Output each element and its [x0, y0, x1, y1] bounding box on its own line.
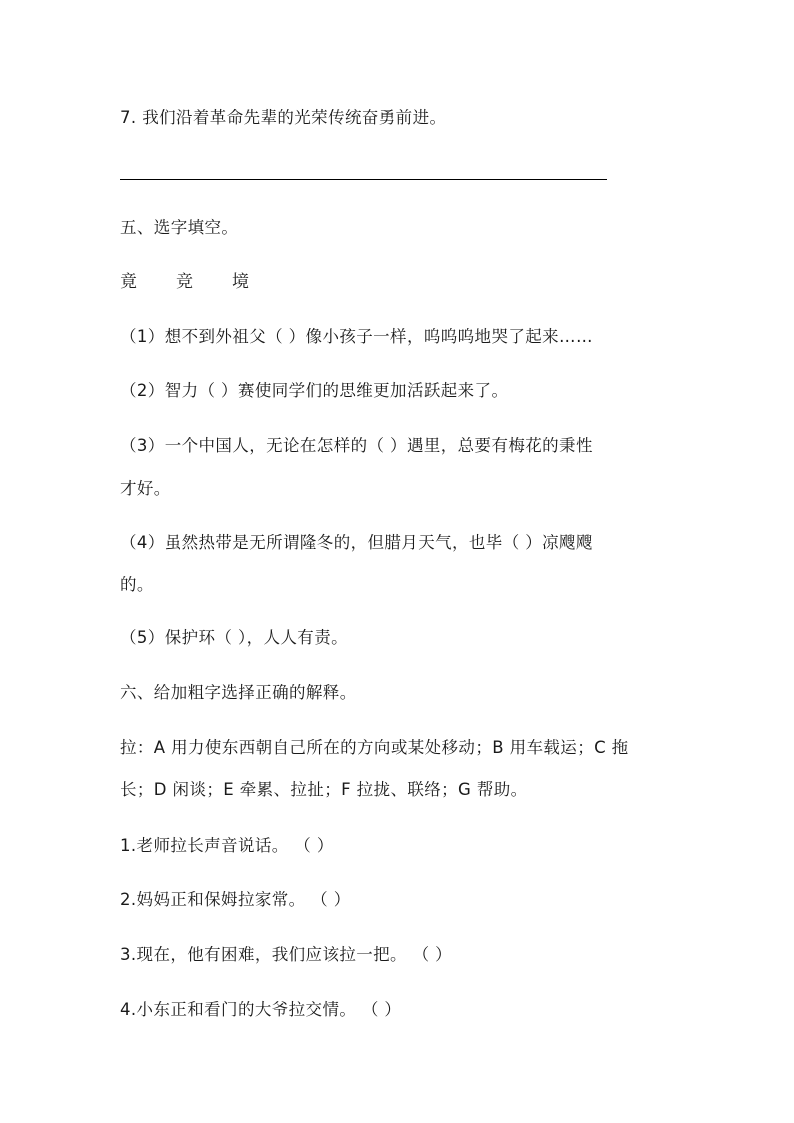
- fill-item-2: （2）智力（ ）赛使同学们的思维更加活跃起来了。: [120, 381, 509, 400]
- answer-blank-line: [120, 179, 607, 180]
- definition-line-2: 长；D 闲谈；E 牵累、拉扯；F 拉拢、联络；G 帮助。: [120, 780, 528, 799]
- meaning-question-2: 2.妈妈正和保姆拉家常。 （ ）: [120, 890, 351, 909]
- fill-item-4: （4）虽然热带是无所谓隆冬的，但腊月天气，也毕（ ）凉飕飕: [120, 533, 593, 552]
- fill-item-3-continued: 才好。: [120, 479, 171, 498]
- fill-item-3: （3）一个中国人，无论在怎样的（ ）遇里，总要有梅花的秉性: [120, 436, 593, 455]
- fill-item-4-continued: 的。: [120, 575, 154, 594]
- question-7-sentence: 7. 我们沿着革命先辈的光荣传统奋勇前进。: [120, 108, 447, 127]
- meaning-question-1: 1.老师拉长声音说话。 （ ）: [120, 836, 334, 855]
- meaning-question-3: 3.现在，他有困难，我们应该拉一把。 （ ）: [120, 945, 453, 964]
- fill-item-5: （5）保护环（ ），人人有责。: [120, 628, 348, 647]
- meaning-question-4: 4.小东正和看门的大爷拉交情。 （ ）: [120, 1000, 402, 1019]
- choice-char-2: 竞: [176, 272, 193, 292]
- choice-char-1: 竟: [120, 272, 137, 292]
- definition-line-1: 拉：A 用力使东西朝自己所在的方向或某处移动；B 用车载运；C 拖: [120, 738, 629, 757]
- fill-item-1: （1）想不到外祖父（ ）像小孩子一样，呜呜呜地哭了起来……: [120, 327, 593, 346]
- section-6-heading: 六、给加粗字选择正确的解释。: [120, 683, 357, 702]
- section-5-heading: 五、选字填空。: [120, 218, 239, 237]
- choice-char-3: 境: [232, 272, 249, 292]
